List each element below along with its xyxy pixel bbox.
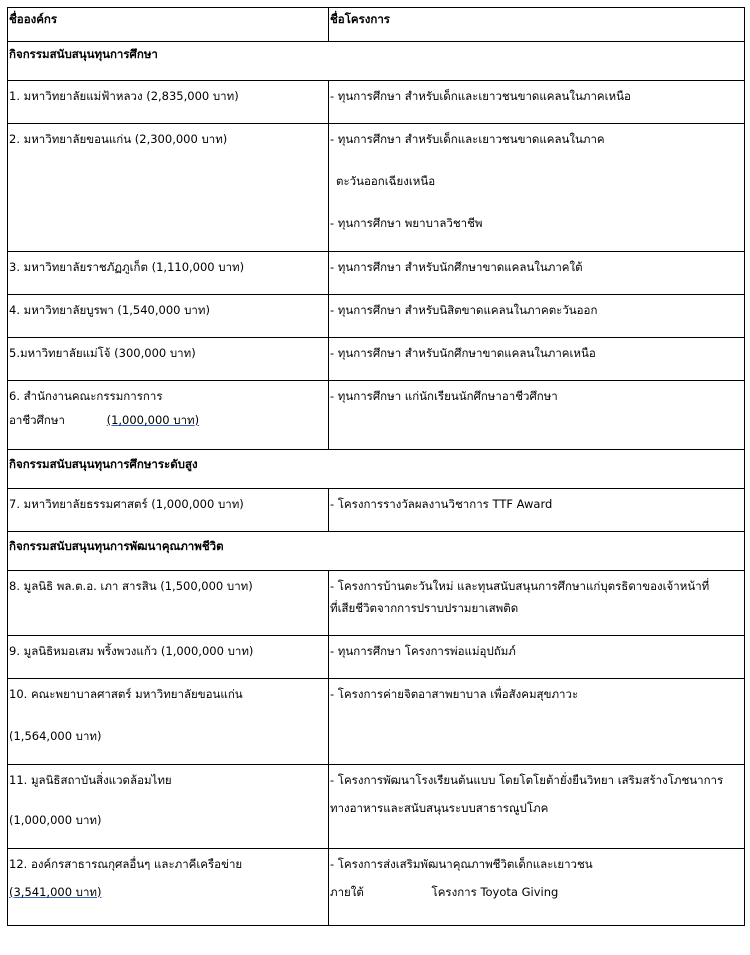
org-cell: 12. องค์กรสาธารณกุศลอื่นๆ และภาคีเครือข่าย (3,541,000 บาท) bbox=[8, 849, 329, 926]
project-cell: - ทุนการศึกษา สำหรับนักศึกษาขาดแคลนในภาคใต้ bbox=[329, 252, 745, 295]
table-row bbox=[8, 849, 745, 926]
org-cell: 9. มูลนิธิหมอเสม พริ้งพวงแก้ว (1,000,000 บาท) bbox=[8, 636, 329, 679]
table-row bbox=[8, 489, 745, 532]
section-row bbox=[8, 450, 745, 489]
project-cell: - ทุนการศึกษา สำหรับนิสิตขาดแคลนในภาคตะวันออก bbox=[329, 295, 745, 338]
project-cell: - โครงการพัฒนาโรงเรียนต้นแบบ โดยโตโยต้ายั่งยืนวิทยา เสริมสร้างโภชนาการ ทางอาหารและสนับสนุนระบบสาธารณูปโภค bbox=[329, 765, 745, 849]
table-row bbox=[8, 124, 745, 252]
org-cell: 8. มูลนิธิ พล.ต.อ. เภา สารสิน (1,500,000 บาท) bbox=[8, 571, 329, 636]
org-cell: 5.มหาวิทยาลัยแม่โจ้ (300,000 บาท) bbox=[8, 338, 329, 381]
project-prefix: ภายใต้ bbox=[330, 885, 364, 899]
project-cell: - โครงการค่ายจิตอาสาพยาบาล เพื่อสังคมสุขภาวะ bbox=[329, 679, 745, 765]
donation-table bbox=[7, 7, 745, 926]
org-cell: 11. มูลนิธิสถาบันสิ่งแวดล้อมไทย (1,000,000 บาท) bbox=[8, 765, 329, 849]
table-row bbox=[8, 81, 745, 124]
section-row bbox=[8, 532, 745, 571]
section-title: กิจกรรมสนับสนุนทุนการศึกษาระดับสูง bbox=[8, 450, 745, 489]
org-cell: 7. มหาวิทยาลัยธรรมศาสตร์ (1,000,000 บาท) bbox=[8, 489, 329, 532]
table-row bbox=[8, 252, 745, 295]
table-row bbox=[8, 636, 745, 679]
org-column-header: ชื่อองค์กร bbox=[8, 8, 329, 42]
section-row bbox=[8, 42, 745, 81]
table-row bbox=[8, 381, 745, 450]
project-cell: - โครงการส่งเสริมพัฒนาคุณภาพชีวิตเด็กและเยาวชน ภายใต้ โครงการ Toyota Giving bbox=[329, 849, 745, 926]
table-row bbox=[8, 338, 745, 381]
section-title: กิจกรรมสนับสนุนทุนการพัฒนาคุณภาพชีวิต bbox=[8, 532, 745, 571]
table-row bbox=[8, 765, 745, 849]
header-row bbox=[8, 8, 745, 42]
project-cell: - โครงการรางวัลผลงานวิชาการ TTF Award bbox=[329, 489, 745, 532]
org-cell: 3. มหาวิทยาลัยราชภัฏภูเก็ต (1,110,000 บาท) bbox=[8, 252, 329, 295]
org-cell: 6. สำนักงานคณะกรรมการการ อาชีวศึกษา (1,000,000 บาท) bbox=[8, 381, 329, 450]
org-cell: 10. คณะพยาบาลศาสตร์ มหาวิทยาลัยขอนแก่น (1,564,000 บาท) bbox=[8, 679, 329, 765]
project-cell: - ทุนการศึกษา สำหรับเด็กและเยาวชนขาดแคลนในภาค ตะวันออกเฉียงเหนือ - ทุนการศึกษา พยาบาลวิชาชีพ bbox=[329, 124, 745, 252]
org-cell: 1. มหาวิทยาลัยแม่ฟ้าหลวง (2,835,000 บาท) bbox=[8, 81, 329, 124]
section-title: กิจกรรมสนับสนุนทุนการศึกษา bbox=[8, 42, 745, 81]
org-name-part: อาชีวศึกษา bbox=[9, 413, 65, 427]
project-cell: - ทุนการศึกษา แก่นักเรียนนักศึกษาอาชีวศึกษา bbox=[329, 381, 745, 450]
project-cell: - ทุนการศึกษา โครงการพ่อแม่อุปถัมภ์ bbox=[329, 636, 745, 679]
table-row bbox=[8, 571, 745, 636]
project-column-header: ชื่อโครงการ bbox=[329, 8, 745, 42]
project-name: โครงการ Toyota Giving bbox=[431, 885, 559, 899]
project-cell: - โครงการบ้านตะวันใหม่ และทุนสนับสนุนการศึกษาแก่บุตรธิดาของเจ้าหน้าที่ ที่เสียชีวิตจากการปราบปรามยาเสพติด bbox=[329, 571, 745, 636]
table-row bbox=[8, 295, 745, 338]
amount-text: (1,000,000 บาท) bbox=[106, 413, 200, 427]
org-cell: 4. มหาวิทยาลัยบูรพา (1,540,000 บาท) bbox=[8, 295, 329, 338]
table-row bbox=[8, 679, 745, 765]
project-cell: - ทุนการศึกษา สำหรับนักศึกษาขาดแคลนในภาคเหนือ bbox=[329, 338, 745, 381]
project-cell: - ทุนการศึกษา สำหรับเด็กและเยาวชนขาดแคลนในภาคเหนือ bbox=[329, 81, 745, 124]
org-cell: 2. มหาวิทยาลัยขอนแก่น (2,300,000 บาท) bbox=[8, 124, 329, 252]
